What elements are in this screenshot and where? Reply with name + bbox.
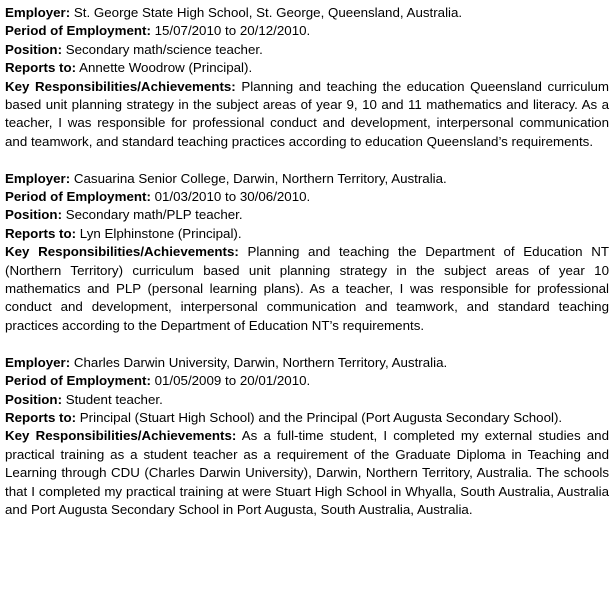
reports-to-value: Lyn Elphinstone (Principal).	[79, 225, 242, 241]
employer-label: Employer:	[5, 170, 71, 186]
reports-to-label: Reports to:	[5, 225, 77, 241]
responsibilities-paragraph	[5, 427, 609, 519]
period-value: 15/07/2010 to 20/12/2010.	[154, 23, 311, 39]
period-label: Period of Employment:	[5, 373, 151, 389]
employment-entry	[5, 4, 609, 151]
position-value: Secondary math/PLP teacher.	[65, 207, 243, 223]
position-line	[5, 41, 609, 59]
responsibilities-value: Planning and teaching the Department of Education NT (Northern Territory) curriculum based unit planning strategy in the subject areas of year 10 mathematics and PLP (personal learning plans). As a teacher, I was responsible for professional conduct and development, interpersonal communication and teamwork, and standard teaching practices according to the Department of Education NT’s requirements.	[5, 244, 609, 333]
period-value: 01/05/2009 to 20/01/2010.	[154, 373, 311, 389]
position-value: Student teacher.	[65, 391, 163, 407]
employment-entry	[5, 354, 609, 520]
position-line	[5, 206, 609, 224]
reports-to-value: Principal (Stuart High School) and the Principal (Port Augusta Secondary School).	[79, 409, 563, 425]
responsibilities-value: Planning and teaching the education Queensland curriculum based unit planning strategy in the subject areas of year 9, 10 and 11 mathematics and literacy. As a teacher, I was responsible for professional conduct and development, interpersonal communication and teamwork, and standard teaching practices according to education Queensland’s requirements.	[5, 78, 609, 149]
employer-line	[5, 170, 609, 188]
period-value: 01/03/2010 to 30/06/2010.	[154, 189, 311, 205]
responsibilities-paragraph	[5, 243, 609, 335]
reports-to-label: Reports to:	[5, 60, 77, 76]
reports-to-value: Annette Woodrow (Principal).	[79, 60, 253, 76]
period-line	[5, 22, 609, 40]
period-line	[5, 188, 609, 206]
period-line	[5, 372, 609, 390]
employer-label: Employer:	[5, 354, 71, 370]
responsibilities-value: As a full-time student, I completed my external studies and practical training as a student teacher as a requirement of the Graduate Diploma in Teaching and Learning through CDU (Charles Darwin University), Darwin, Northern Territory, Australia. The schools that I completed my practical training at were Stuart High School in Whyalla, South Australia, Australia and Port Augusta Secondary School in Port Augusta, South Australia, Australia.	[5, 428, 609, 517]
employer-line	[5, 354, 609, 372]
position-label: Position:	[5, 391, 63, 407]
responsibilities-label: Key Responsibilities/Achievements:	[5, 428, 237, 444]
period-label: Period of Employment:	[5, 23, 151, 39]
employment-entry	[5, 170, 609, 336]
employer-label: Employer:	[5, 5, 71, 20]
position-value: Secondary math/science teacher.	[65, 41, 263, 57]
position-line	[5, 391, 609, 409]
responsibilities-label: Key Responsibilities/Achievements:	[5, 244, 239, 260]
responsibilities-paragraph	[5, 78, 609, 152]
position-label: Position:	[5, 41, 63, 57]
responsibilities-label: Key Responsibilities/Achievements:	[5, 78, 236, 94]
employer-value: Casuarina Senior College, Darwin, Northern Territory, Australia.	[73, 170, 447, 186]
reports-to-line	[5, 225, 609, 243]
period-label: Period of Employment:	[5, 189, 151, 205]
employer-value: St. George State High School, St. George, Queensland, Australia.	[73, 5, 463, 20]
employer-line	[5, 4, 609, 22]
employer-value: Charles Darwin University, Darwin, Northern Territory, Australia.	[73, 354, 448, 370]
reports-to-line	[5, 409, 609, 427]
reports-to-label: Reports to:	[5, 409, 77, 425]
position-label: Position:	[5, 207, 63, 223]
reports-to-line	[5, 59, 609, 77]
